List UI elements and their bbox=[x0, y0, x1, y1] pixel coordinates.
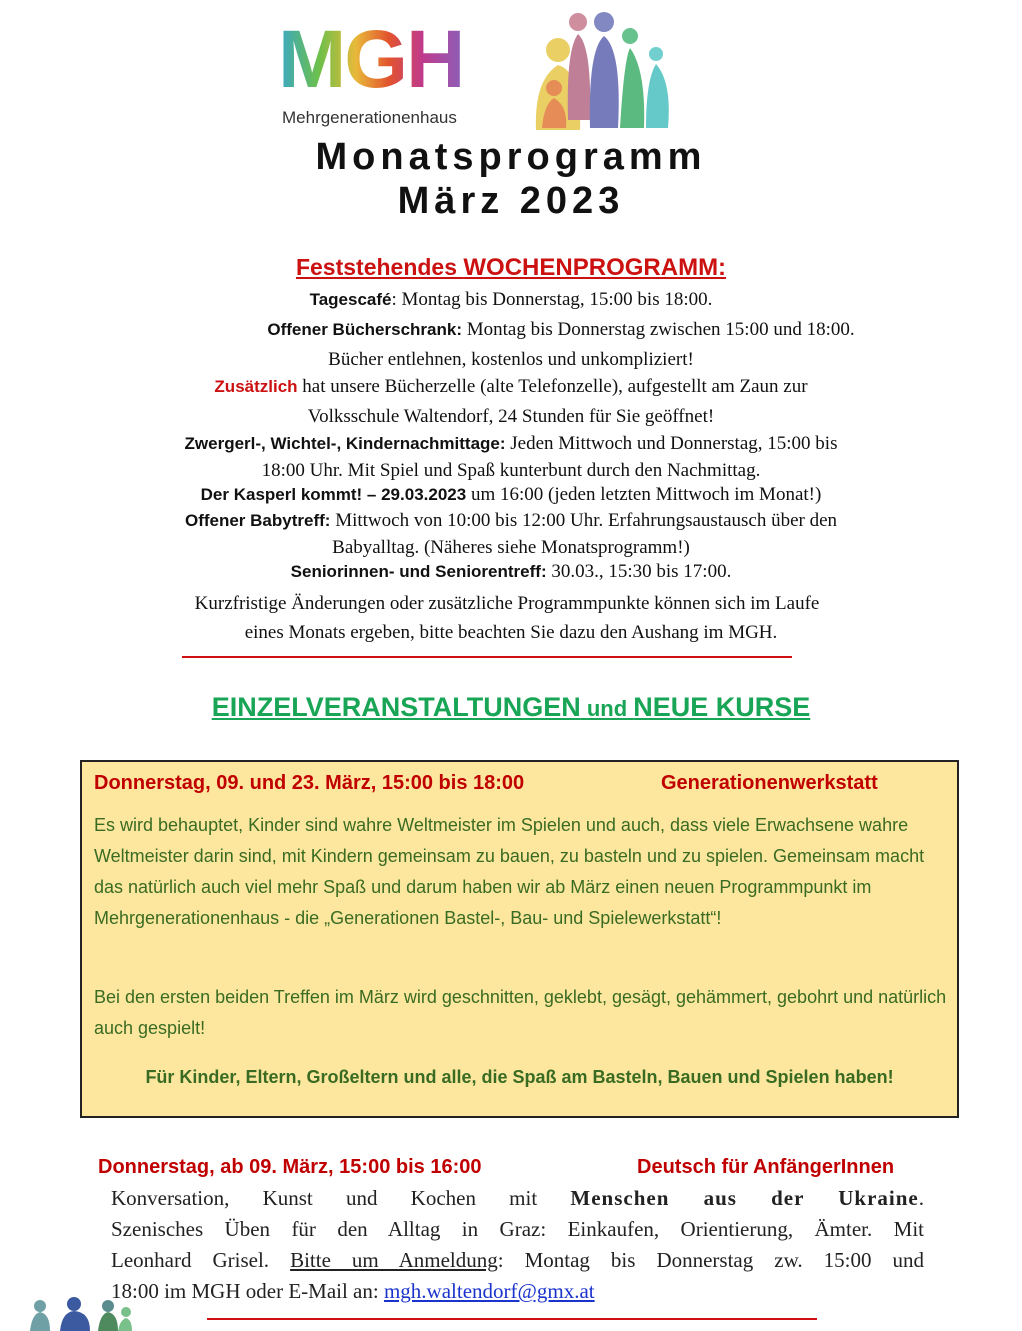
babytreff-line2: Babyalltag. (Näheres siehe Monatsprogramm!) bbox=[332, 537, 690, 558]
logo-subtitle: Mehrgenerationenhaus bbox=[282, 108, 457, 127]
kasperl-line: Der Kasperl kommt! – 29.03.2023 um 16:00 (jeden letzten Mittwoch im Monat!) bbox=[200, 484, 822, 505]
deutsch-line-4: 18:00 im MGH oder E-Mail an: mgh.waltendorf@gmx.at bbox=[111, 1279, 595, 1303]
deutsch-date: Donnerstag, ab 09. März, 15:00 bis 16:00 bbox=[98, 1156, 482, 1178]
deutsch-line-3: Leonhard Grisel. Bitte um Anmeldung: Montag bis Donnerstag zw. 15:00 und bbox=[111, 1248, 924, 1272]
people-decoration-icon bbox=[28, 1296, 132, 1331]
werkstatt-paragraph-1: Es wird behauptet, Kinder sind wahre Weltmeister im Spielen und auch, dass viele Erwachsene wahre Weltmeister darin sind, mit Kindern gemeinsam zu bauen, zu basteln und zu spielen. Gemeinsam macht das natürlich auch viel mehr Spaß und darum haben wir ab März einen neuen Programmpunkt im Mehrgenerationenhaus - die „Generationen Bastel-, Bau- und Spielewerkstatt“! bbox=[94, 815, 925, 928]
page-subtitle: März 2023 bbox=[397, 180, 625, 222]
werkstatt-title: Generationenwerkstatt bbox=[661, 772, 878, 794]
section-heading: EINZELVERANSTALTUNGEN und NEUE KURSE bbox=[211, 692, 811, 722]
werkstatt-date: Donnerstag, 09. und 23. März, 15:00 bis 18:00 bbox=[94, 772, 525, 794]
buecherschrank-line2: Bücher entlehnen, kostenlos und unkompliziert! bbox=[328, 349, 694, 370]
babytreff-line: Offener Babytreff: Mittwoch von 10:00 bis 12:00 Uhr. Erfahrungsaustausch über den bbox=[184, 510, 838, 531]
deutsch-line-2: Szenisches Üben für den Alltag in Graz: Einkaufen, Orientierung, Ämter. Mit bbox=[111, 1217, 924, 1241]
hinweis-line1: Kurzfristige Änderungen oder zusätzliche Programmpunkte können sich im Laufe bbox=[194, 593, 820, 614]
werkstatt-target-group: Für Kinder, Eltern, Großeltern und alle, die Spaß am Basteln, Bauen und Spielen haben! bbox=[145, 1067, 894, 1087]
zwergerl-line: Zwergerl-, Wichtel-, Kindernachmittage: Jeden Mittwoch und Donnerstag, 15:00 bis bbox=[184, 433, 838, 454]
deutsch-description bbox=[111, 1183, 924, 1307]
email-link[interactable]: mgh.waltendorf@gmx.at bbox=[383, 1279, 595, 1303]
zusaetzlich-line2: Volksschule Waltendorf, 24 Stunden für Sie geöffnet! bbox=[307, 406, 715, 427]
deutsch-title: Deutsch für AnfängerInnen bbox=[637, 1156, 895, 1178]
buecherschrank-line: Offener Bücherschrank: Montag bis Donnerstag zwischen 15:00 und 18:00. bbox=[267, 319, 855, 340]
logo-letters: MGH bbox=[278, 10, 463, 110]
mgh-logo bbox=[278, 10, 688, 132]
seniorentreff-line: Seniorinnen- und Seniorentreff: 30.03., 15:30 bis 17:00. bbox=[290, 561, 732, 582]
deutsch-line-1: Konversation, Kunst und Kochen mit Menschen aus der Ukraine. bbox=[111, 1186, 925, 1210]
zwergerl-line2: 18:00 Uhr. Mit Spiel und Spaß kunterbunt durch den Nachmittag. bbox=[261, 460, 761, 481]
divider-top bbox=[182, 656, 792, 658]
wochenprogramm-heading: Feststehendes WOCHENPROGRAMM: bbox=[295, 254, 727, 281]
werkstatt-paragraph-2: Bei den ersten beiden Treffen im März wird geschnitten, geklebt, gesägt, gehämmert, gebohrt und natürlich auch gespielt! bbox=[94, 987, 947, 1038]
hinweis-line2: eines Monats ergeben, bitte beachten Sie dazu den Aushang im MGH. bbox=[244, 622, 778, 643]
tagescafe-line: Tagescafé: Montag bis Donnerstag, 15:00 bis 18:00. bbox=[309, 289, 713, 310]
werkstatt-box bbox=[80, 760, 959, 1118]
zusaetzlich-line: Zusätzlich hat unsere Bücherzelle (alte Telefonzelle), aufgestellt am Zaun zur bbox=[214, 376, 808, 397]
divider-bottom bbox=[207, 1318, 817, 1320]
page-title: Monatsprogramm bbox=[315, 136, 707, 178]
generations-silhouettes-icon bbox=[496, 10, 688, 132]
